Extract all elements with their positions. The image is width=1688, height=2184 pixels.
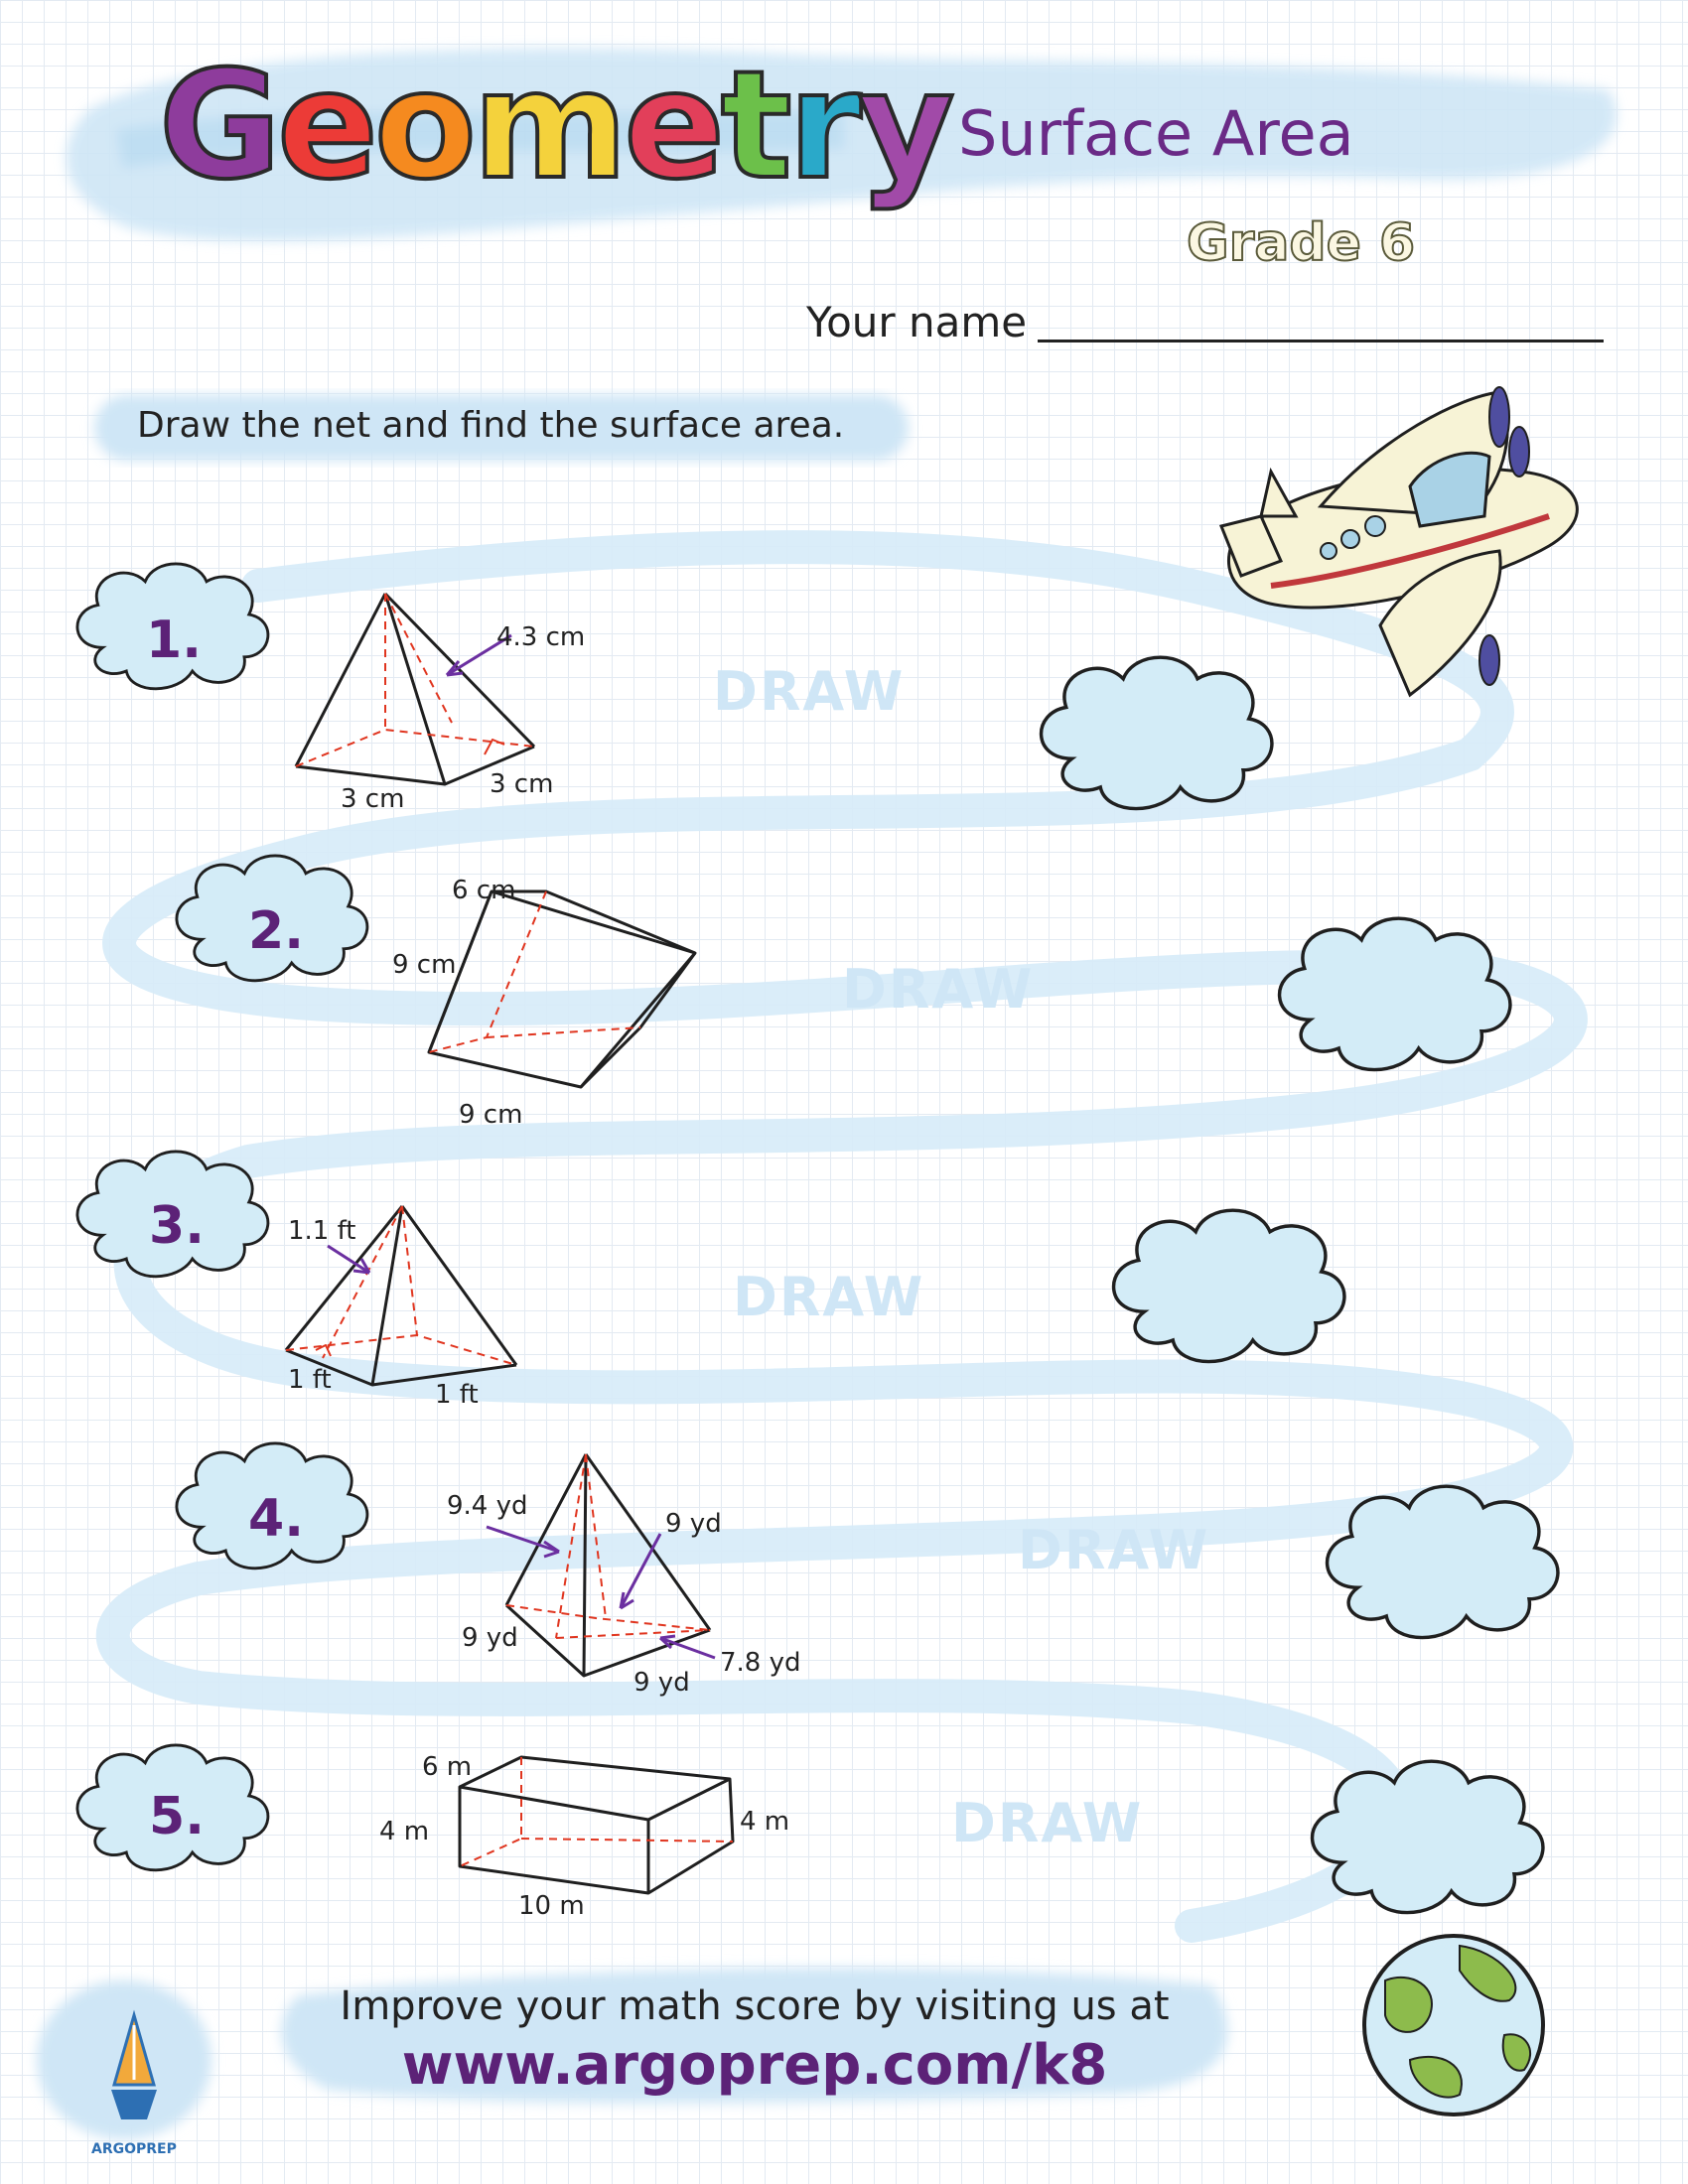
dimension-label: 9 yd [665, 1509, 722, 1539]
page-title [159, 40, 950, 212]
problem-number-4: 4. [248, 1489, 304, 1549]
title-letter: e [277, 40, 374, 212]
grade-label: Grade 6 [1187, 213, 1416, 273]
airplane-icon [1221, 387, 1577, 695]
dimension-label: 9 cm [392, 950, 457, 980]
dimension-label: 3 cm [341, 784, 405, 814]
draw-area-5[interactable]: DRAW [951, 1792, 1144, 1854]
title-letter: t [720, 40, 788, 212]
problem-number-5: 5. [149, 1787, 205, 1846]
dimension-label: 9 yd [633, 1668, 690, 1698]
dimension-label: 1.1 ft [288, 1216, 356, 1246]
cloud-icon [1280, 918, 1510, 1069]
draw-area-4[interactable]: DRAW [1018, 1519, 1210, 1581]
dimension-label: 3 cm [490, 769, 554, 799]
dimension-label: 1 ft [288, 1365, 332, 1395]
title-letter: r [787, 40, 858, 212]
dimension-label: 7.8 yd [720, 1648, 801, 1678]
title-letter: y [857, 40, 951, 212]
name-field-line[interactable] [1038, 340, 1604, 342]
dimension-label: 9 yd [462, 1623, 518, 1653]
dimension-label: 4 m [379, 1817, 430, 1846]
cloud-icon [1328, 1486, 1558, 1637]
problem-number-2: 2. [248, 901, 304, 961]
worksheet-subtitle: Surface Area [958, 97, 1354, 170]
dimension-label: 9.4 yd [447, 1491, 528, 1521]
cloud-icon [1042, 657, 1272, 808]
footer-link[interactable]: www.argoprep.com/k8 [401, 2033, 1108, 2098]
logo-text: ARGOPREP [91, 2141, 177, 2157]
dimension-label: 9 cm [459, 1100, 523, 1130]
draw-area-3[interactable]: DRAW [733, 1266, 925, 1328]
instruction-text: Draw the net and find the surface area. [137, 405, 845, 446]
problem-number-3: 3. [149, 1196, 205, 1256]
title-letter: o [373, 40, 473, 212]
dimension-label: 6 m [422, 1752, 473, 1782]
cloud-icon [1313, 1761, 1543, 1912]
dimension-label: 6 cm [452, 876, 516, 905]
title-letter: G [159, 40, 278, 212]
dimension-label: 4 m [740, 1807, 790, 1837]
name-label: Your name [806, 298, 1028, 346]
footer-text: Improve your math score by visiting us at [340, 1983, 1170, 2029]
title-letter: e [624, 40, 721, 212]
dimension-label: 10 m [518, 1891, 585, 1921]
title-letter: m [472, 40, 625, 212]
draw-area-2[interactable]: DRAW [842, 958, 1035, 1021]
dimension-label: 4.3 cm [496, 622, 586, 652]
draw-area-1[interactable]: DRAW [713, 660, 906, 723]
cloud-icon [1114, 1210, 1344, 1361]
shape-rectangular-prism-5 [460, 1757, 733, 1893]
dimension-label: 1 ft [435, 1380, 479, 1410]
problem-number-1: 1. [146, 611, 202, 670]
